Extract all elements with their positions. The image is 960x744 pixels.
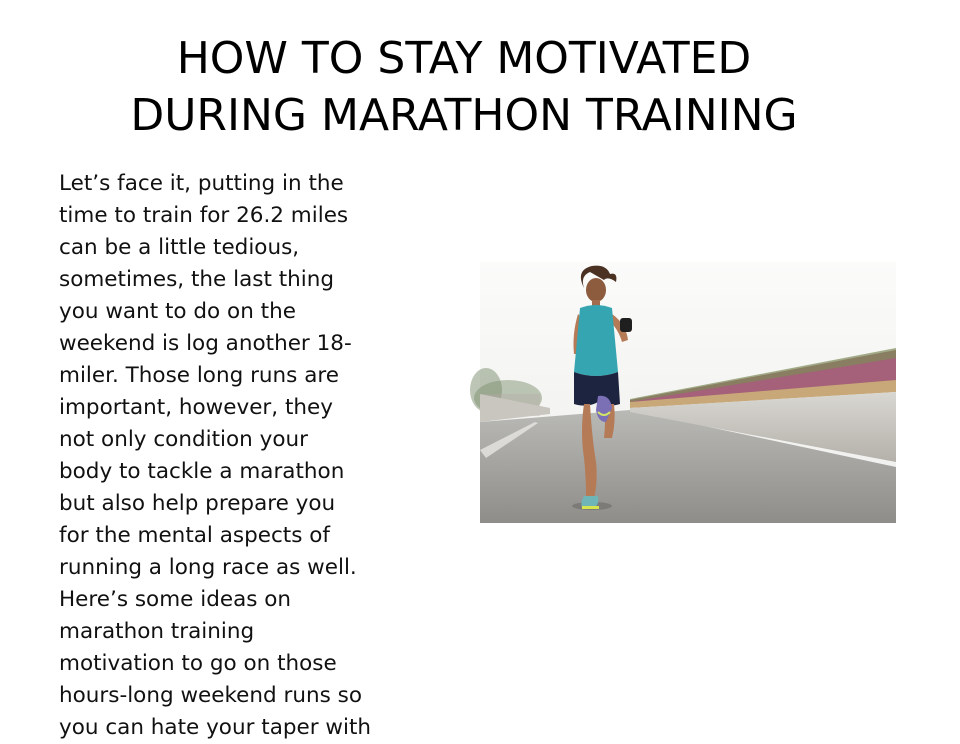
body-line: hours-long weekend runs so bbox=[59, 683, 362, 708]
body-line: you can hate your taper with bbox=[59, 715, 372, 740]
body-line: for the mental aspects of bbox=[59, 523, 330, 548]
body-line: marathon training bbox=[59, 619, 255, 644]
body-line: time to train for 26.2 miles bbox=[59, 203, 349, 228]
body-line: Let’s face it, putting in the bbox=[59, 171, 344, 196]
body-line: you want to do on the bbox=[59, 299, 296, 324]
body-line: but also help prepare you bbox=[59, 491, 336, 516]
title-line: HOW TO STAY MOTIVATED bbox=[176, 33, 752, 84]
body-line: miler. Those long runs are bbox=[59, 363, 339, 388]
body-line: running a long race as well. bbox=[59, 555, 357, 580]
title-line: DURING MARATHON TRAINING bbox=[130, 90, 798, 141]
body-line: motivation to go on those bbox=[59, 651, 337, 676]
slide-title bbox=[40, 30, 888, 144]
body-line: important, however, they bbox=[59, 395, 333, 420]
body-line: weekend is log another 18- bbox=[59, 331, 352, 356]
body-line: can be a little tedious, bbox=[59, 235, 300, 260]
runner-photo bbox=[480, 262, 896, 523]
body-line: Here’s some ideas on bbox=[59, 587, 292, 612]
body-line: sometimes, the last thing bbox=[59, 267, 335, 292]
body-line: body to tackle a marathon bbox=[59, 459, 345, 484]
body-line: not only condition your bbox=[59, 427, 308, 452]
body-text bbox=[59, 168, 443, 744]
runner-photo-illustration bbox=[480, 262, 896, 523]
